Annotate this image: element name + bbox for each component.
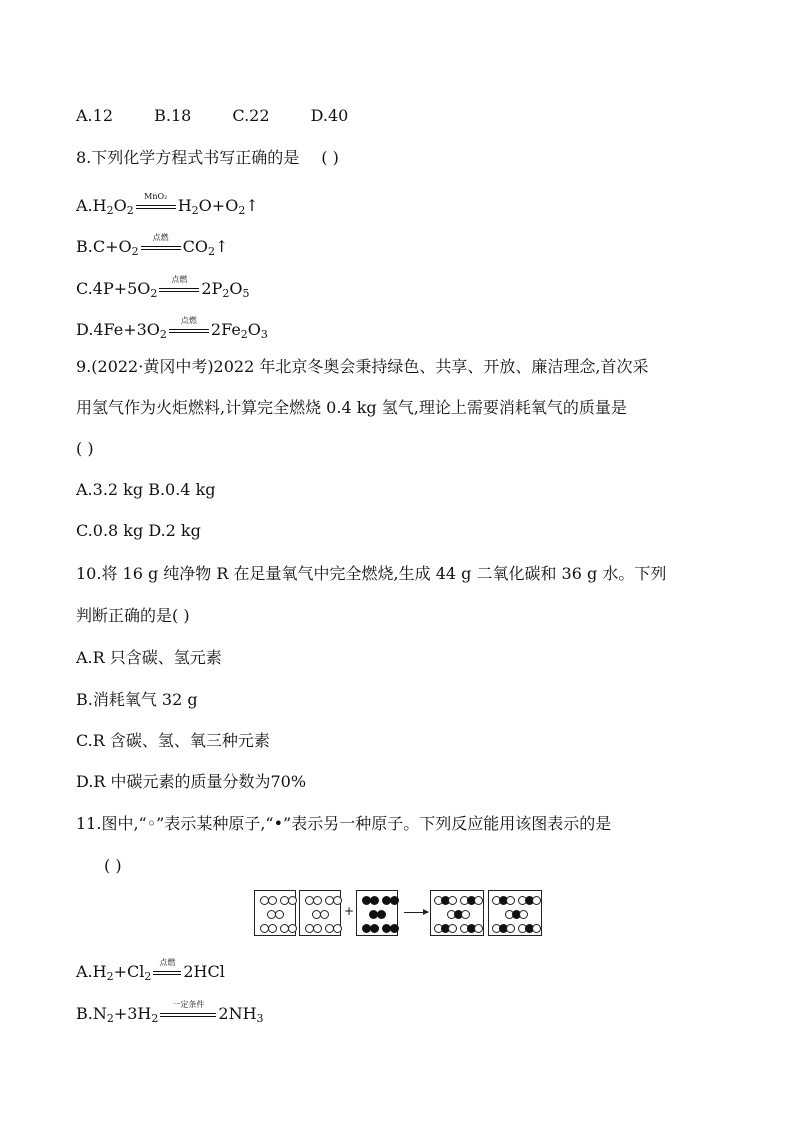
reactant-box-2 [299, 890, 341, 936]
q7-option-a: A.12 [76, 106, 113, 125]
q10-stem-line1: 10.将 16 g 纯净物 R 在足量氧气中完全燃烧,生成 44 g 二氧化碳和 36 g 水。下列 [76, 564, 667, 583]
q8-stem: 8.下列化学方程式书写正确的是 ( ) [76, 148, 339, 167]
particle-reaction-diagram [254, 888, 544, 940]
reactant-box-3 [356, 890, 398, 936]
q8-option-d: $D.4Fe+3O_2$ 点燃 $2Fe_2O_3$ [76, 315, 268, 341]
q9-answer-paren: ( ) [76, 439, 94, 458]
plus-sign: + [344, 904, 355, 918]
q8-option-b: $B.C+O_2$ 点燃 $CO_2↑$ [76, 232, 229, 258]
q10-option-d: D.R 中碳元素的质量分数为70% [76, 772, 307, 791]
q11-option-b: $B.N_2+3H_2$ 一定条件 $2NH_3$ [76, 999, 264, 1025]
q8-option-a: $A.H_2O_2$ MnO₂ $H_2O+O_2↑$ [76, 191, 259, 217]
q7-option-b: B.18 [154, 106, 192, 125]
reactant-box-1 [254, 890, 296, 936]
q11-answer-paren: ( ) [104, 856, 122, 875]
q8-answer-paren: ( ) [321, 148, 339, 167]
q9-stem-line1: 9.(2022·黄冈中考)2022 年北京冬奥会秉持绿色、共享、开放、廉洁理念,首次采 [76, 357, 649, 376]
reaction-condition-mark: 点燃 [159, 279, 199, 301]
reaction-condition-mark: MnO₂ [136, 196, 176, 218]
reaction-condition-mark: 一定条件 [160, 1004, 216, 1026]
q10-option-b: B.消耗氧气 32 g [76, 690, 198, 709]
reaction-condition-mark: 点燃 [153, 962, 181, 984]
q9-options-cd: C.0.8 kg D.2 kg [76, 521, 201, 540]
q7-option-d: D.40 [310, 106, 349, 125]
product-box-1 [430, 890, 484, 936]
product-box-2 [488, 890, 542, 936]
q10-option-a: A.R 只含碳、氢元素 [76, 648, 222, 667]
q7-option-c: C.22 [232, 106, 270, 125]
reaction-condition-mark: 点燃 [141, 237, 181, 259]
q10-option-c: C.R 含碳、氢、氧三种元素 [76, 731, 270, 750]
reaction-arrow [404, 912, 428, 913]
q8-option-c: $C.4P+5O_2$ 点燃 $2P_2O_5$ [76, 274, 250, 300]
reaction-condition-mark: 点燃 [169, 320, 209, 342]
q10-stem-line2: 判断正确的是( ) [76, 606, 190, 625]
q11-option-a: $A.H_2+Cl_2$ 点燃 2HCl [76, 957, 225, 983]
q9-options-ab: A.3.2 kg B.0.4 kg [76, 480, 216, 499]
q9-stem-line2: 用氢气作为火炬燃料,计算完全燃烧 0.4 kg 氢气,理论上需要消耗氧气的质量是 [76, 398, 627, 417]
q11-stem: 11.图中,“◦”表示某种原子,“•”表示另一种原子。下列反应能用该图表示的是 [76, 814, 612, 833]
q7-options [76, 105, 348, 127]
